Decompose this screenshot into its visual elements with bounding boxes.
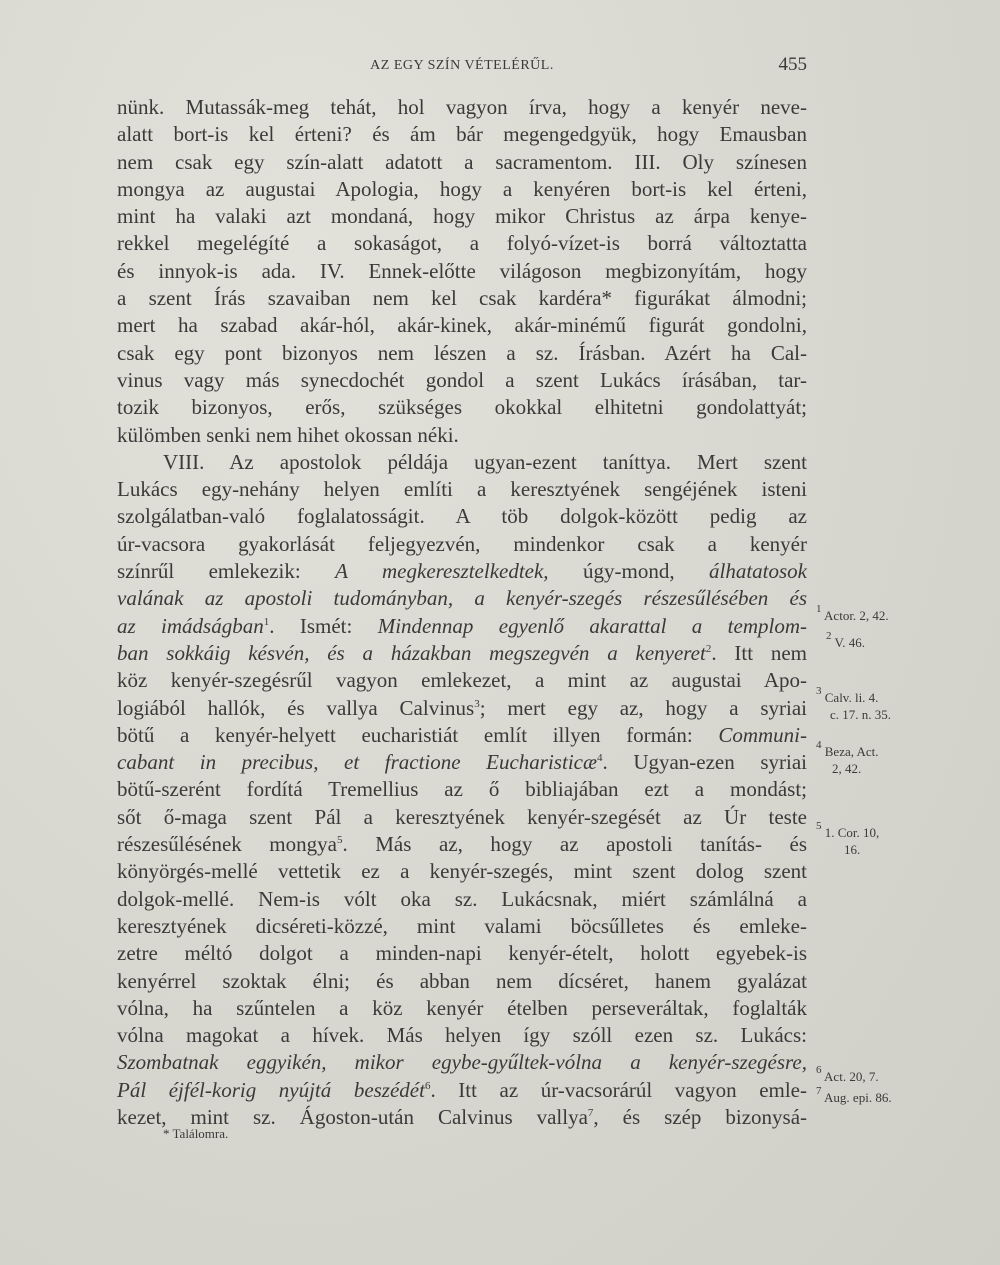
footnote-ref: 3 [474,697,480,710]
text-line: mongya az augustai Apologia, hogy a kenyéren bort-is kel érteni, [117,176,807,201]
margin-note-text: 16. [844,842,861,857]
margin-note [844,841,860,859]
quotation-italic: Szombatnak eggyikén, mikor egybe-gyűltek-vólna a kenyér-szegésre, [117,1050,807,1075]
line-segment: úgy-mond, [548,559,709,584]
quotation-italic: ban sokkáig késvén, és a házakban megszegvén a kenyeret [117,640,706,665]
text-line [117,722,807,749]
text-line [117,695,807,722]
text-line: bötű-szerént fordítá Tremellius az ő bibliajában ezt a mondást; [117,777,807,802]
line-segment: kezet, mint sz. Ágoston-után Calvinus vallya [117,1104,588,1129]
footnote-ref: 6 [424,1079,431,1092]
text-line: nem csak egy szín-alatt adatott a sacramentom. III. Oly színesen [117,149,807,174]
footnote-ref: 1 [263,615,270,628]
text-line: csak egy pont bizonyos nem lészen a sz. Írásban. Azért ha Cal- [117,340,807,365]
text-line [117,585,807,612]
text-line: a szent Írás szavaiban nem kel csak kardéra* figurákat álmodni; [117,286,807,311]
margin-note-text: 1. Cor. 10, [824,825,880,840]
line-segment: bötű a kenyér-helyett eucharistiát említ illyen formán: [117,722,719,747]
line-segment: részesűlésének mongya [117,832,337,857]
margin-note-text: V. 46. [834,635,865,650]
margin-note-text: Beza, Act. [824,744,879,759]
margin-note [816,739,879,761]
text-line: mert ha szabad akár-hól, akár-kinek, akár-minémű figurát gondolni, [117,313,807,338]
margin-note-text: c. 17. n. 35. [830,707,892,722]
text-line: könyörgés-mellé vettetik ez a kenyér-szegés, mint szent dolog szent [117,859,807,884]
text-line: sőt ő-maga szent Pál a keresztyének kenyér-szegését az Úr teste [117,804,807,829]
quotation-italic: az imádságban [117,613,264,638]
text-line: vólna, ha szűntelen a köz kenyér ételben perseveráltak, foglalták [117,995,807,1020]
footnote-ref: 7 [587,1106,594,1119]
text-line: keresztyének dicséreti-közzé, mint valami böcsűlletes és emleke- [117,913,807,938]
text-line: tozik bizonyos, erős, szükséges okokkal elhitetni gondolattyát; [117,395,807,420]
margin-note-number: 4 [816,739,822,751]
text-line: szolgálatban-való foglalatosságit. A töb dolgok-között pedig az [117,504,807,529]
text-line: zetre méltó dolgot a minden-napi kenyér-ételt, holott egyebek-is [117,941,807,966]
margin-note-number: 5 [816,820,822,832]
quotation-italic: Communi- [718,722,807,747]
text-line: mint ha valaki azt mondaná, hogy mikor Christus az árpa kenye- [117,204,807,229]
margin-note-number: 7 [816,1085,822,1097]
text-line [117,558,807,585]
text-line: és innyok-is ada. IV. Ennek-előtte világoson megbizonyítám, hogy [117,258,807,283]
margin-note-text: Aug. epi. 86. [824,1090,892,1105]
margin-note-text: Actor. 2, 42. [824,608,889,623]
text-line [117,749,807,776]
margin-note-text: Calv. li. 4. [824,690,879,705]
text-line [117,831,807,858]
text-line: köz kenyér-szegésrűl vagyon emlekezet, a mint az augustai Apo- [117,668,807,693]
line-segment: színrűl emlekezik: [117,559,336,584]
margin-note [816,820,880,842]
text-line: nünk. Mutassák-meg tehát, hol vagyon írva, hogy a kenyér neve- [117,95,807,119]
quotation-italic: álhatatosok [709,559,807,584]
text-line: alatt bort-is kel érteni? és ám bár megengedgyük, hogy Emausban [117,122,807,147]
text-line [117,1077,807,1104]
margin-note-text: 2, 42. [832,761,862,776]
text-line: vinus vagy más synecdochét gondol a szent Lukács írásában, tar- [117,367,807,392]
text-line: dolgok-mellé. Nem-is vólt oka sz. Lukácsnak, miért számlálná a [117,886,807,911]
line-segment: logiából hallók, és vallya Calvinus [117,695,475,720]
margin-note-number: 6 [816,1064,822,1076]
footnote: * Találomra. [163,1126,229,1141]
text-line: Lukács egy-nehány helyen említi a keresztyének sengéjének isteni [117,477,807,502]
margin-note [816,685,879,707]
line-segment: . Itt az úr-vacsorárúl vagyon emle- [430,1077,808,1102]
footnote-ref: 5 [336,834,343,847]
line-segment: ; mert egy az, hogy a syriai [479,695,807,720]
text-line: rekkel megelégíté a sokaságot, a folyó-vízet-is borrá változtatta [117,231,807,256]
running-head [117,54,807,80]
text-line [117,640,807,667]
text-line: kenyérrel szoktak élni; és abban nem dícséret, hanem gyalázat [117,968,807,993]
margin-note [816,603,889,625]
margin-note [830,706,891,724]
margin-note [816,1085,892,1107]
quotation-italic: Pál éjfél-korig nyújtá beszédét [117,1077,425,1102]
text-line: vólna magokat a hívek. Más helyen így szóll ezen sz. Lukács: [117,1023,807,1048]
text-line [117,1049,807,1076]
line-segment: . Ismét: [269,613,378,638]
quotation-italic: valának az apostoli tudományban, a kenyér-szegés részesűlésében és [117,586,807,611]
text-line: külömben senki nem hihet okossan néki. [117,422,459,447]
margin-note-number: 1 [816,603,822,615]
page-number: 455 [778,54,807,75]
line-segment: . Itt nem [711,640,807,665]
quotation-italic: Mindennap egyenlő akarattal a templom- [377,613,807,638]
margin-note-number: 3 [816,685,822,697]
margin-note-text: Act. 20, 7. [824,1069,879,1084]
margin-note [826,630,865,652]
running-title: AZ EGY SZÍN VÉTELÉRŰL. [370,58,554,73]
line-segment: . Más az, hogy az apostoli tanítás- és [342,832,807,857]
text-line: úr-vacsora gyakorlását feljegyezvén, mindenkor csak a kenyér [117,531,807,556]
margin-note [832,760,861,778]
margin-note-number: 2 [826,630,832,642]
line-segment: . Ugyan-ezen syriai [602,750,807,775]
line-segment: , és szép bizonysá- [593,1104,808,1129]
text-line [117,613,807,640]
footnote-ref: 2 [705,642,712,655]
quotation-italic: cabant in precibus, et fractione Eucharisticæ [117,750,597,775]
footnote-ref: 4 [596,752,603,765]
margin-note [816,1064,879,1086]
quotation-italic: A megkeresztelkedtek, [335,559,549,584]
body-text [117,94,807,1131]
section-start-line: VIII. Az apostolok példája ugyan-ezent taníttya. Mert szent [163,449,807,474]
